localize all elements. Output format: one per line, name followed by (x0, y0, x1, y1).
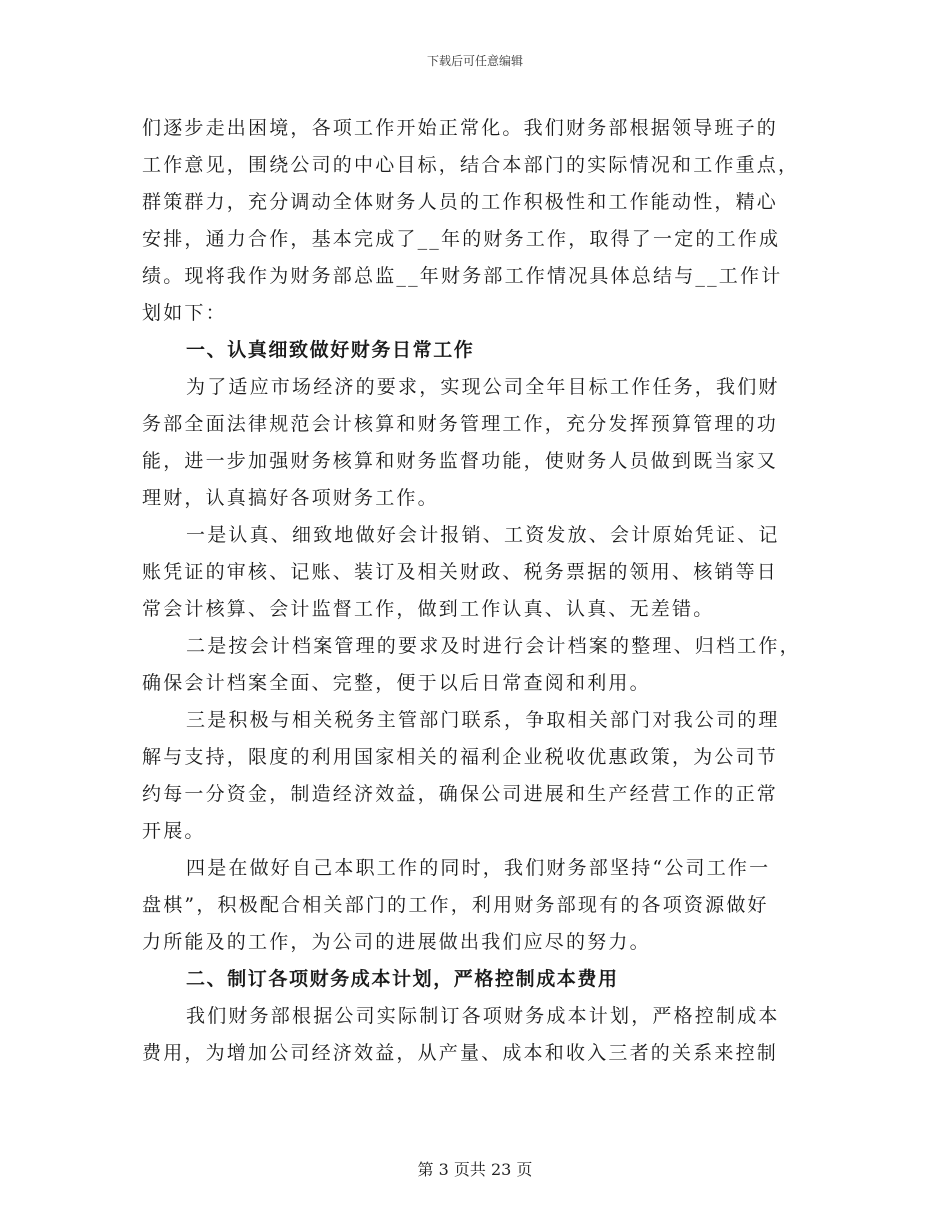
paragraph-line: 二是按会计档案管理的要求及时进行会计档案的整理、归档工作， (186, 635, 801, 657)
paragraph-line: 安排，通力合作，基本完成了__年的财务工作，取得了一定的工作成 (142, 228, 781, 250)
paragraph-line: 确保会计档案全面、完整，便于以后日常查阅和利用。 (142, 672, 651, 694)
paragraph-line: 约每一分资金，制造经济效益，确保公司进展和生产经营工作的正常 (142, 783, 779, 805)
section-heading-2: 二、制订各项财务成本计划，严格控制成本费用 (186, 968, 619, 990)
paragraph-line: 理财，认真搞好各项财务工作。 (142, 487, 439, 509)
paragraph-line: 四是在做好自己本职工作的同时，我们财务部坚持“公司工作一 (186, 857, 771, 879)
paragraph-line: 群策群力，充分调动全体财务人员的工作积极性和工作能动性，精心 (142, 191, 779, 213)
page-number: 第 3 页共 23 页 (417, 1160, 533, 1179)
paragraph-line: 常会计核算、会计监督工作，做到工作认真、认真、无差错。 (142, 598, 715, 620)
section-heading-1: 一、认真细致做好财务日常工作 (186, 339, 475, 361)
paragraph-line: 务部全面法律规范会计核算和财务管理工作，充分发挥预算管理的功 (142, 413, 779, 435)
paragraph-line: 绩。现将我作为财务部总监__年财务部工作情况具体总结与__工作计 (142, 265, 783, 287)
paragraph-line: 开展。 (142, 820, 206, 842)
page-header: 下载后可任意编辑 (426, 54, 523, 68)
paragraph-line: 工作意见，围绕公司的中心目标，结合本部门的实际情况和工作重点， (142, 154, 800, 176)
paragraph-line: 账凭证的审核、记账、装订及相关财政、税务票据的领用、核销等日 (142, 561, 779, 583)
paragraph-line: 能，进一步加强财务核算和财务监督功能，使财务人员做到既当家又 (142, 450, 779, 472)
document-body (142, 110, 807, 1072)
paragraph-line: 我们财务部根据公司实际制订各项财务成本计划，严格控制成本 (186, 1005, 780, 1027)
paragraph-line: 划如下： (142, 302, 227, 324)
paragraph-line: 解与支持，限度的利用国家相关的福利企业税收优惠政策，为公司节 (142, 746, 779, 768)
paragraph-line: 为了适应市场经济的要求，实现公司全年目标工作任务，我们财 (186, 376, 780, 398)
paragraph-line: 三是积极与相关税务主管部门联系，争取相关部门对我公司的理 (186, 709, 780, 731)
paragraph-line: 费用，为增加公司经济效益，从产量、成本和收入三者的关系来控制 (142, 1042, 779, 1064)
paragraph-line: 力所能及的工作，为公司的进展做出我们应尽的努力。 (142, 931, 651, 953)
paragraph-line: 一是认真、细致地做好会计报销、工资发放、会计原始凭证、记 (186, 524, 780, 546)
paragraph-line: 盘棋”，积极配合相关部门的工作，利用财务部现有的各项资源做好 (142, 894, 769, 916)
paragraph-line: 们逐步走出困境，各项工作开始正常化。我们财务部根据领导班子的 (142, 117, 779, 139)
